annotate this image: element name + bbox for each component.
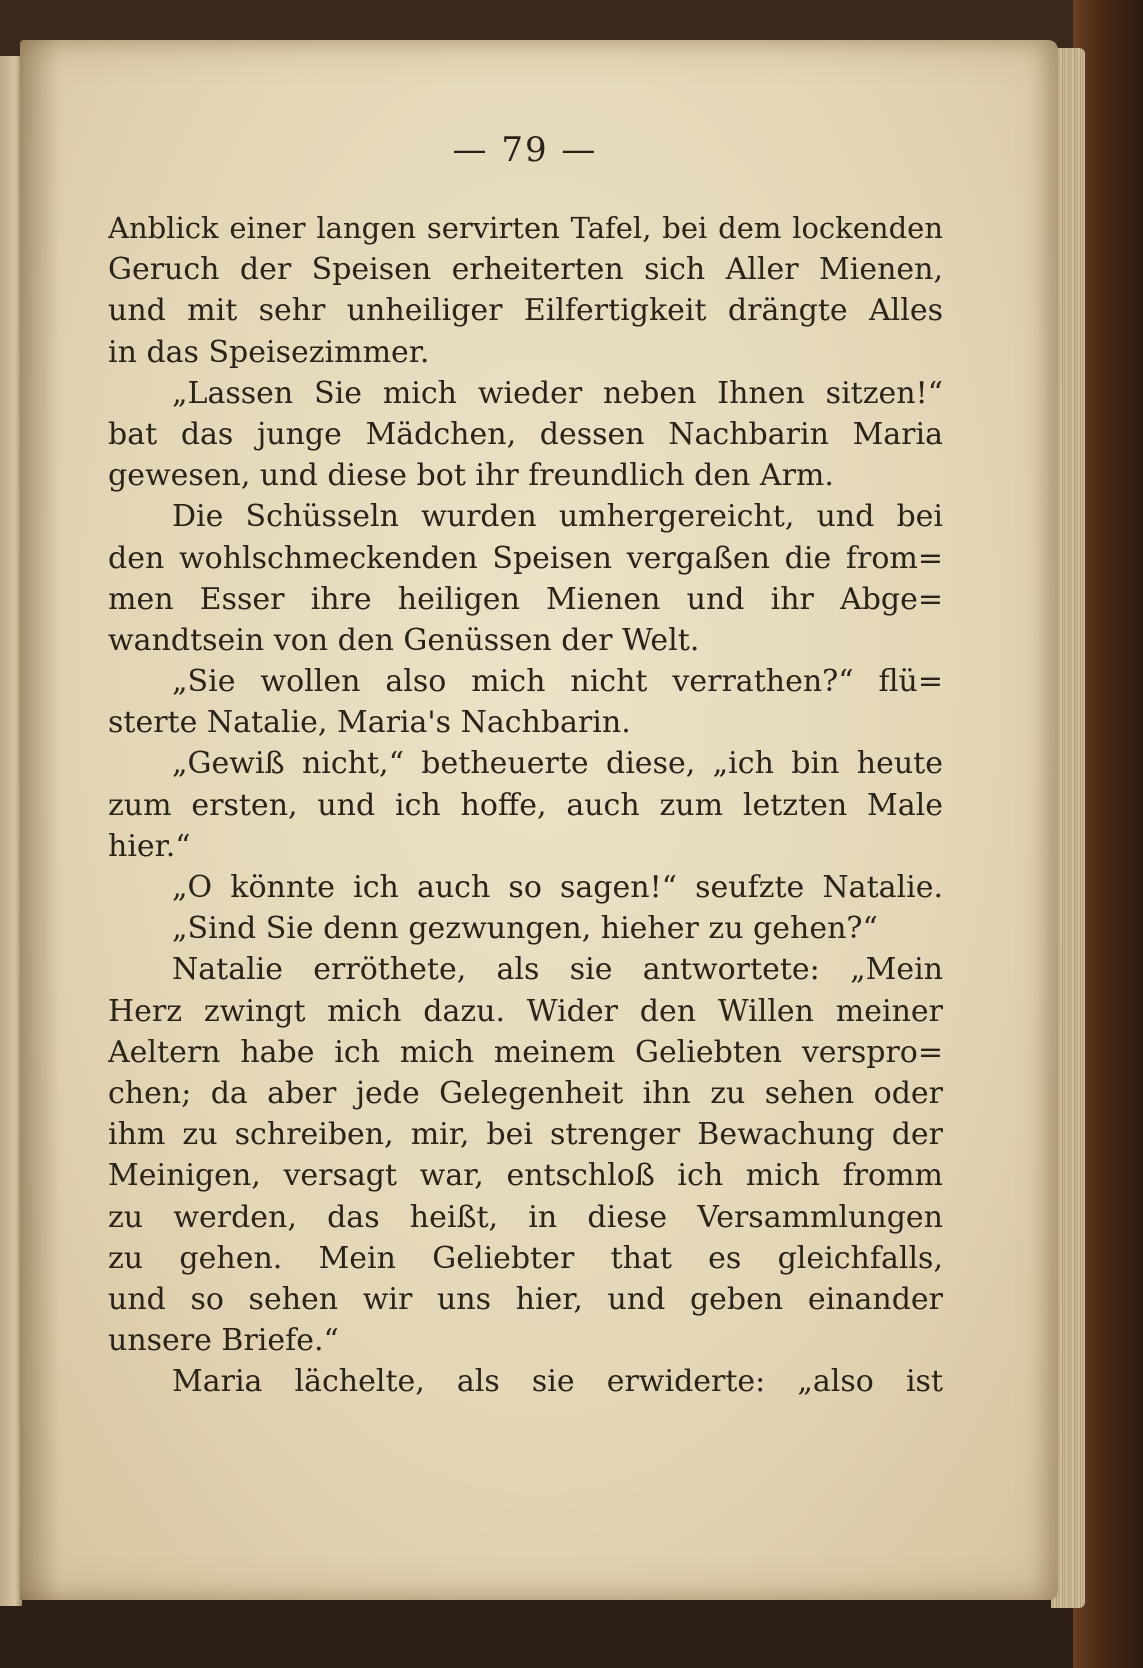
text-line: in das Speisezimmer. [108,334,430,370]
text-line: zum ersten, und ich hoffe, auch zum letzten Male [108,787,943,823]
previous-page-edge [0,56,22,1606]
text-line: Anblick einer langen servirten Tafel, bei dem lockenden [108,211,943,245]
text-line: ihm zu schreiben, mir, bei strenger Bewachung der [108,1117,943,1153]
text-line: unsere Briefe.“ [108,1323,339,1359]
text-line: wandtsein von den Genüssen der Welt. [108,622,700,658]
text-line: zu werden, das heißt, in diese Versammlungen [108,1199,943,1235]
text-line: Meinigen, versagt war, entschloß ich mich fromm [108,1158,943,1194]
text-line: „Lassen Sie mich wieder neben Ihnen sitzen!“ [172,375,943,411]
text-line: Maria lächelte, als sie erwiderte: „also ist [172,1364,943,1400]
text-line: und so sehen wir uns hier, und geben einander [108,1281,943,1317]
text-line: hier.“ [108,828,191,864]
text-line: „Sie wollen also mich nicht verrathen?“ flü= [172,664,943,700]
text-line: zu gehen. Mein Geliebter that es gleichfalls, [108,1240,943,1276]
text-line: und mit sehr unheiliger Eilfertigkeit drängte Alles [108,293,943,329]
text-line: „O könnte ich auch so sagen!“ seufzte Natalie. [172,870,943,905]
text-line: Aeltern habe ich mich meinem Geliebten verspro= [108,1034,943,1070]
text-line: „Sind Sie denn gezwungen, hieher zu gehen?“ [172,911,878,947]
text-line: men Esser ihre heiligen Mienen und ihr Abge= [108,581,943,617]
text-line: bat das junge Mädchen, dessen Nachbarin Maria [108,416,943,452]
text-line: Geruch der Speisen erheiterten sich Aller Mienen, [108,252,943,288]
text-line: Herz zwingt mich dazu. Wider den Willen meiner [108,993,943,1029]
text-line: „Gewiß nicht,“ betheuerte diese, „ich bin heute [172,746,943,782]
page-number: — 79 — [452,130,598,170]
text-line: gewesen, und diese bot ihr freundlich den Arm. [108,458,834,494]
text-line: den wohlschmeckenden Speisen vergaßen die from= [108,540,943,576]
text-line: chen; da aber jede Gelegenheit ihn zu sehen oder [108,1075,943,1111]
text-line: Natalie erröthete, als sie antwortete: „Mein [172,952,943,988]
text-line: sterte Natalie, Maria's Nachbarin. [108,705,631,741]
text-line: Die Schüsseln wurden umhergereicht, und bei [172,499,943,535]
gutter-shadow [20,40,60,1600]
body-text [108,208,943,1402]
